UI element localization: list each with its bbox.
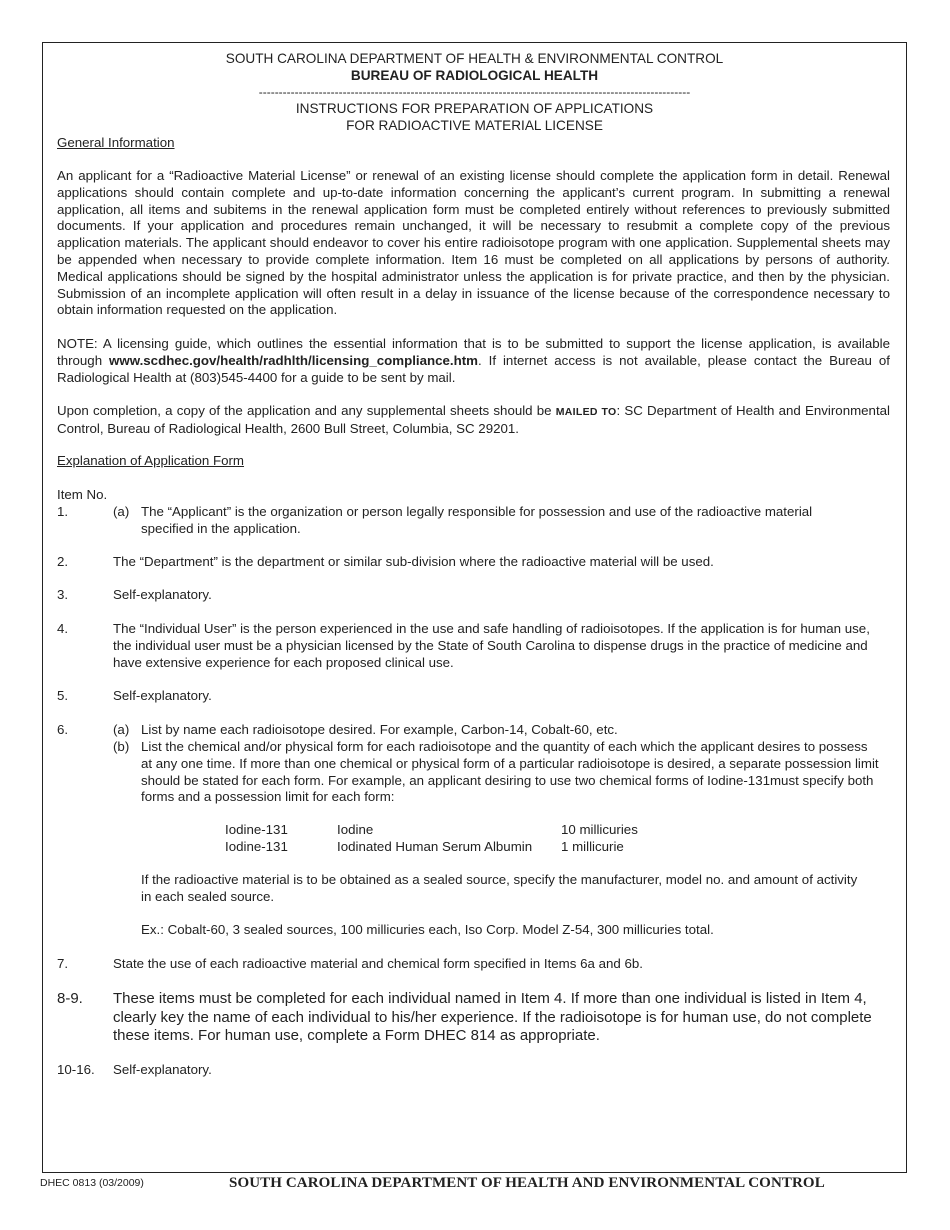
item4-number: 4. (57, 621, 69, 636)
item8-9-number: 8-9. (57, 990, 83, 1007)
note-suffix: . If internet access is not available, please contact the Bureau of Radiological Health at (803)545-4400 for a guide to be sent by mail. (57, 352, 890, 385)
mailed-to-label: MAILED TO (555, 406, 617, 418)
footer-agency: SOUTH CAROLINA DEPARTMENT OF HEALTH AND ENVIRONMENTAL CONTROL (229, 1175, 825, 1191)
item3-text: Self-explanatory. (113, 587, 212, 602)
table-row2-form: Iodinated Human Serum Albumin (337, 839, 533, 854)
agency-name: SOUTH CAROLINA DEPARTMENT OF HEALTH & ENVIRONMENTAL CONTROL (225, 51, 724, 66)
item10-16-number: 10-16. (57, 1062, 95, 1077)
table-row2-isotope: Iodine-131 (225, 839, 288, 854)
item1-subletter: (a) (113, 504, 130, 519)
explanation-heading: Explanation of Application Form (57, 453, 245, 468)
item2-text: The “Department” is the department or similar sub-division where the radioactive material will be used. (113, 554, 714, 569)
item7-text: State the use of each radioactive material and chemical form specified in Items 6a and 6b. (113, 956, 643, 971)
item-no-label: Item No. (57, 487, 108, 502)
mailing-instructions (57, 403, 890, 438)
item6-example-text: Ex.: Cobalt-60, 3 sealed sources, 100 millicuries each, Iso Corp. Model Z-54, 300 millicuries total. (141, 922, 714, 937)
doc-title-line2: FOR RADIOACTIVE MATERIAL LICENSE (346, 118, 603, 133)
licensing-guide-url[interactable]: www.scdhec.gov/health/radhlth/licensing_compliance.htm (109, 352, 478, 368)
item1-number: 1. (57, 504, 69, 519)
doc-title-line1: INSTRUCTIONS FOR PREPARATION OF APPLICATIONS (295, 101, 654, 116)
item1-text: The “Applicant” is the organization or person legally responsible for possession and use of the radioactive material specified in the application. (141, 504, 813, 536)
item4-text: The “Individual User” is the person experienced in the use and safe handling of radioisotopes. If the application is for human use, the individual user must be a physician licensed by the State of South Carolina to dispense drugs in the practice of medicine and have extensive experience for each proposed clinical use. (113, 621, 870, 670)
mail-prefix: Upon completion, a copy of the application and any supplemental sheets should be (57, 403, 556, 418)
item6-number: 6. (57, 722, 69, 737)
item6b-subletter: (b) (113, 739, 130, 754)
form-id: DHEC 0813 (03/2009) (40, 1177, 144, 1189)
general-info-heading: General Information (57, 135, 175, 150)
licensing-guide-note (57, 336, 890, 386)
table-row2-amount: 1 millicurie (561, 839, 624, 854)
mail-suffix: : SC Department of Health and Environmental Control, Bureau of Radiological Health, 2600 Bull Street, Columbia, SC 29201. (57, 403, 890, 436)
table-row1-isotope: Iodine-131 (225, 822, 288, 837)
item7-number: 7. (57, 956, 69, 971)
note-prefix: NOTE: A licensing guide, which outlines the essential information that is to be submitted to support the license application, is available through (57, 336, 890, 368)
item10-16-text: Self-explanatory. (113, 1062, 212, 1077)
item3-number: 3. (57, 587, 69, 602)
item2-number: 2. (57, 554, 69, 569)
table-row1-amount: 10 millicuries (561, 822, 638, 837)
item6-sealed-source-text: If the radioactive material is to be obtained as a sealed source, specify the manufacturer, model no. and amount of activity in each sealed source. (141, 872, 858, 904)
item6b-text: List the chemical and/or physical form for each radioisotope and the quantity of each which the applicant desires to possess at any one time. If more than one chemical or physical form of a particular radioisotope is desired, a separate possession limit should be stated for each form. For example, an applicant desiring to use two chemical forms of Iodine-131must specify both forms and a possession limit for each form: (141, 739, 879, 805)
item5-text: Self-explanatory. (113, 688, 212, 703)
bureau-name: BUREAU OF RADIOLOGICAL HEALTH (350, 68, 599, 83)
general-info-paragraph: An applicant for a “Radioactive Material License” or renewal of an existing license should complete the application form in detail. Renewal applications should contain complete and up-to-date information concerning the applicant’s current program. In submitting a renewal application, all items and subitems in the renewal application form must be completed entirely without references to previously submitted documents. If your application and procedures remain unchanged, it will be necessary to resubmit a complete copy of the previous application materials. The applicant should endeavor to cover his entire radioisotope program with one application. Supplemental sheets may be appended when necessary to provide complete information. Item 16 must be completed on all applications by persons of authority. Medical applications should be signed by the hospital administrator unless the application is for private practice, and then by the physician. Submission of an incomplete application will often result in a delay in issuance of the license because of the correspondence necessary to obtain information requested on the application. (57, 168, 890, 318)
item8-9-text: These items must be completed for each individual named in Item 4. If more than one individual is listed in Item 4, clearly key the name of each individual to his/her experience. If the radioisotope is for human use, do not complete these items. For human use, complete a Form DHEC 814 as appropriate. (113, 990, 872, 1044)
table-row1-form: Iodine (337, 822, 374, 837)
item6a-subletter: (a) (113, 722, 130, 737)
item5-number: 5. (57, 688, 69, 703)
item6a-text: List by name each radioisotope desired. For example, Carbon-14, Cobalt-60, etc. (141, 722, 618, 737)
header-divider: ------------------------------------------------------------------------------------------------------------ (258, 85, 691, 99)
